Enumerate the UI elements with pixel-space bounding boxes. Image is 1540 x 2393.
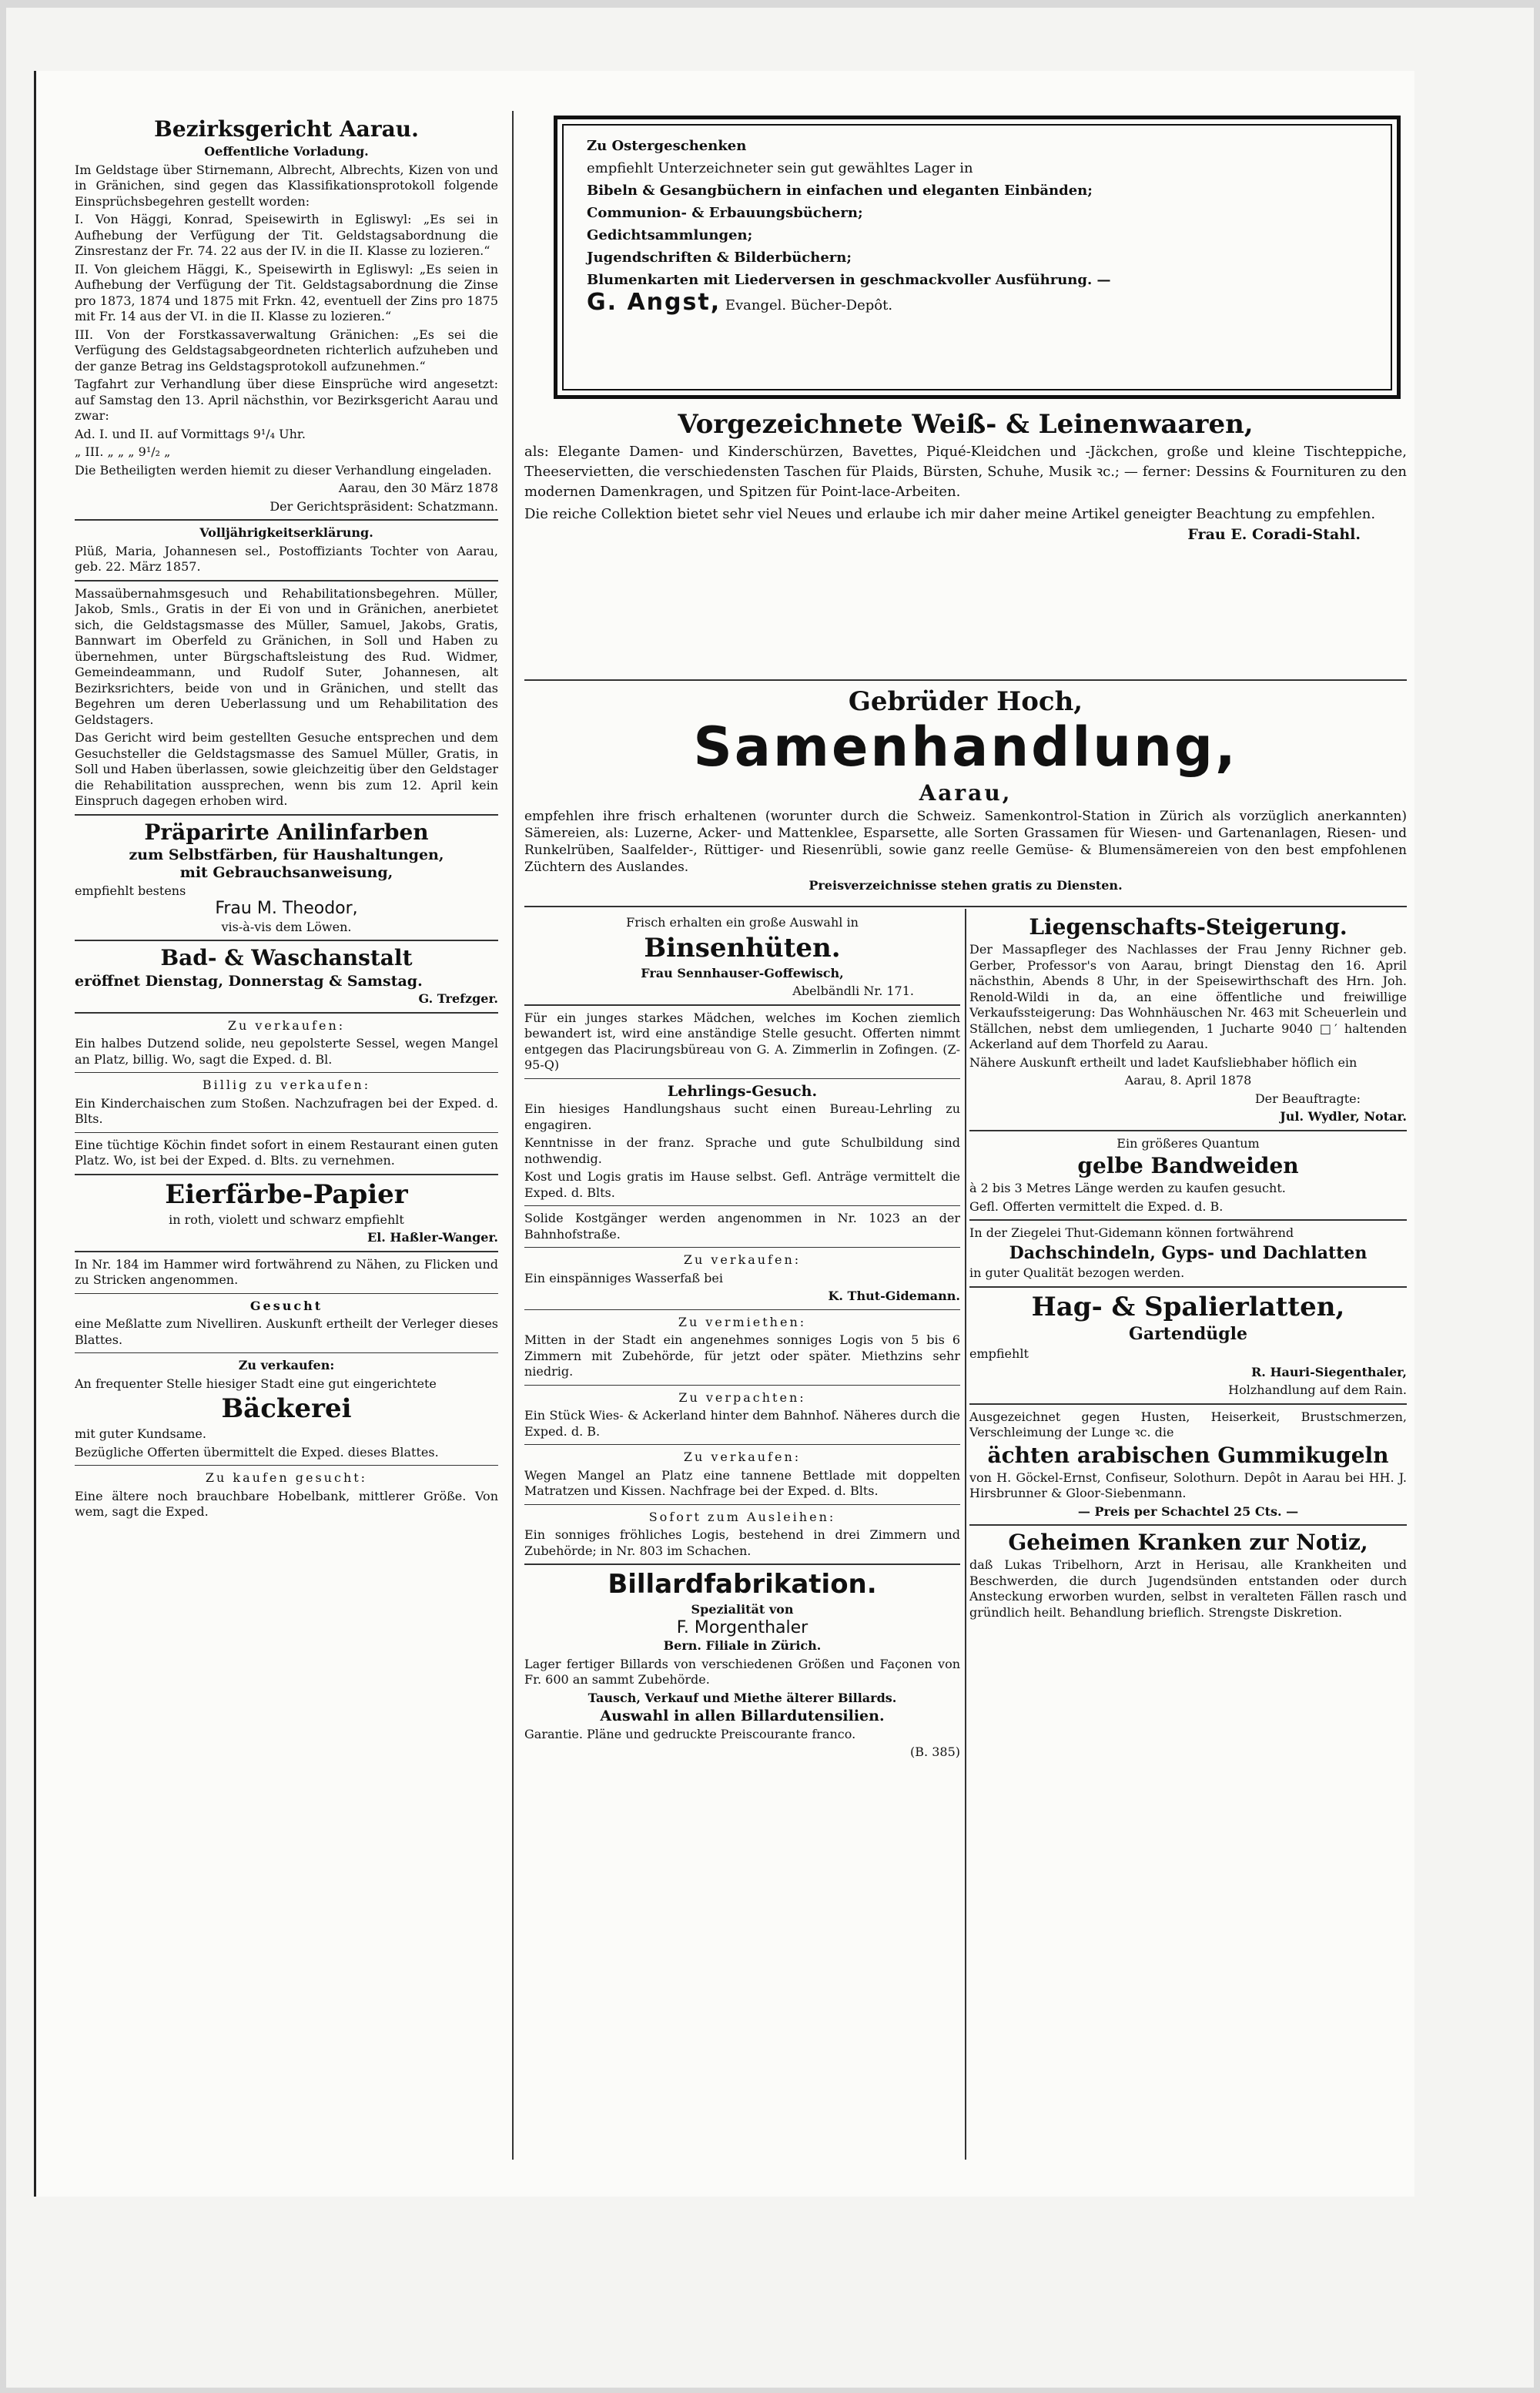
geheim-text: daß Lukas Tribelhorn, Arzt in Herisau, alle Krankheiten und Beschwerden, die durch Jugendsünden entstanden oder durch Ansteckung erworben wurden, selbst in veralteten Fällen rasch und gründlich heilt. Behandlung brieflich. Strengste Diskretion. — [969, 1557, 1407, 1620]
ziegel-title: Dachschindeln, Gyps- und Dachlatten — [1009, 1242, 1368, 1263]
lieg-signature: Jul. Wydler, Notar. — [1280, 1109, 1407, 1124]
koechin-text: Eine tüchtige Köchin findet sofort in einem Restaurant einen guten Platz. Wo, ist bei der Exped. d. Blts. zu vernehmen. — [75, 1137, 498, 1168]
box-line: Blumenkarten mit Liederversen in geschmackvoller Ausführung. — — [587, 272, 1111, 288]
binsen-title: Binsenhüten. — [644, 932, 841, 964]
hag-title: Hag- & Spalierlatten, — [1031, 1291, 1345, 1322]
band-line: Ein größeres Quantum — [1116, 1135, 1260, 1151]
bezirk-date: Aarau, den 30 März 1878 — [338, 481, 498, 496]
ostergeschenke-ad — [554, 116, 1401, 399]
anilin-line: zum Selbstfärben, für Haushaltungen, — [129, 846, 444, 863]
binsen-address: Abelbändli Nr. 171. — [792, 984, 914, 999]
left-column — [75, 117, 498, 2158]
gummi-title: ächten arabischen Gummikugeln — [987, 1442, 1389, 1468]
box-signature: G. Angst, — [587, 289, 721, 316]
zvp-heading: Zu verpachten: — [678, 1389, 806, 1405]
billard-text: Tausch, Verkauf und Miethe älterer Billards. — [588, 1690, 897, 1705]
anilin-name: Frau M. Theodor, — [215, 899, 358, 919]
newspaper-page — [34, 71, 1414, 2197]
billard-code: (B. 385) — [910, 1744, 960, 1760]
zv3-text: mit guter Kundsame. — [75, 1426, 206, 1442]
hoch-price-note: Preisverzeichnisse stehen gratis zu Diensten. — [808, 877, 1123, 893]
bezirk-text: II. Von gleichem Häggi, K., Speisewirth in Egliswyl: „Es seien in Aufhebung der Verfügung der Tit. Geldstagsabordnung die Zinse pro 1873, 1874 und 1875 mit Frkn. 42, eventuell der Zins pro 1875 mit Fr. 14 aus der VI. in die II. Klasse zu lozieren.“ — [75, 261, 498, 324]
billard-text: Auswahl in allen Billardutensilien. — [600, 1708, 885, 1725]
eier-title: Eierfärbe-Papier — [165, 1178, 408, 1210]
eier-signature: El. Haßler-Wanger. — [367, 1230, 498, 1245]
lieg-text: Der Massapfleger des Nachlasses der Frau Jenny Richner geb. Gerber, Professor's von Aarau, bringt Dienstag den 16. April nächsthin, Abends 8 Uhr, in der Speisewirthschaft des Hrn. Joh. Renold-Wildi in da, an eine öffentliche und freiwillige Verkaufssteigerung: Das Wohnhäuschen Nr. 463 mit Scheuerlein und Ställchen, nebst dem umliegenden, 1 Jucharte 9040 □′ haltenden Ackerland auf dem Thorfeld zu Aarau. — [969, 942, 1407, 1052]
hoch-title: Gebrüder Hoch, — [848, 687, 1083, 717]
anilin-address: vis-à-vis dem Löwen. — [221, 919, 352, 934]
binsen-signature: Frau Sennhauser-Goffewisch, — [641, 965, 844, 980]
ziegel-line: In der Ziegelei Thut-Gidemann können fortwährend — [969, 1225, 1294, 1241]
anilin-line: empfiehlt bestens — [75, 883, 186, 898]
bezirk-title: Bezirksgericht Aarau. — [154, 117, 419, 142]
bezirk-text: Tagfahrt zur Verhandlung über diese Einsprüche wird angesetzt: auf Samstag den 13. April nächsthin, vor Bezirksgericht Aarau und zwar: — [75, 377, 498, 424]
samenhandlung-title: Samenhandlung, — [693, 716, 1238, 779]
hag-signature: R. Hauri-Siegenthaler, — [1251, 1364, 1407, 1379]
gummi-price: — Preis per Schachtel 25 Cts. — — [1077, 1503, 1299, 1519]
bezirk-subtitle: Oeffentliche Vorladung. — [204, 144, 369, 159]
zkg-text: Eine ältere noch brauchbare Hobelbank, mittlerer Größe. Von wem, sagt die Exped. — [75, 1488, 498, 1520]
samenhandlung-ad — [524, 687, 1407, 903]
lehr-title: Lehrlings-Gesuch. — [667, 1082, 818, 1100]
paper-sheet — [6, 8, 1534, 2388]
zvm-text: Mitten in der Stadt ein angenehmes sonniges Logis von 5 bis 6 Zimmern mit Zubehörde, für jetzt oder später. Miethzins sehr niedrig. — [524, 1332, 960, 1379]
billard-name: F. Morgenthaler — [676, 1617, 808, 1637]
weiss-title: Vorgezeichnete Weiß- & Leinenwaaren, — [678, 410, 1254, 440]
weiss-text: Die reiche Collektion bietet sehr viel Neues und erlaube ich mir daher meine Artikel geneigter Beachtung zu empfehlen. — [524, 506, 1376, 523]
middle-column — [524, 915, 960, 2158]
box-title: Zu Ostergeschenken — [587, 138, 747, 154]
anilin-line: mit Gebrauchsanweisung, — [179, 864, 393, 882]
lieg-date: Aarau, 8. April 1878 — [1124, 1073, 1252, 1088]
zv2-text: Ein Kinderchaischen zum Stoßen. Nachzufragen bei der Exped. d. Blts. — [75, 1095, 498, 1127]
lieg-text: Nähere Auskunft ertheilt und ladet Kaufsliebhaber höflich ein — [969, 1054, 1358, 1070]
binsen-line: Frisch erhalten ein große Auswahl in — [626, 915, 859, 930]
bezirk-text: Die Betheiligten werden hiemit zu dieser Verhandlung eingeladen. — [75, 462, 492, 478]
weiss-text: als: Elegante Damen- und Kinderschürzen, Bavettes, Piqué-Kleidchen und -Jäckchen, große und kleine Tischteppiche, Theeservietten, die verschiedensten Taschen für Plaids, Bürsten, Schuhe, Musik ꝛc.; — ferner: Dessins & Fournituren zu den modernen Damenkragen, und Spitzen für Point-lace-Arbeiten. — [524, 444, 1407, 501]
zvp-text: Ein Stück Wies- & Ackerland hinter dem Bahnhof. Näheres durch die Exped. d. B. — [524, 1408, 960, 1439]
geheim-title: Geheimen Kranken zur Notiz, — [1008, 1530, 1368, 1556]
zvk-heading: Zu verkaufen: — [683, 1450, 802, 1465]
zv3-heading: Zu verkaufen: — [238, 1358, 335, 1373]
zv1-text: Ein halbes Dutzend solide, neu gepolsterte Sessel, wegen Mangel an Platz, billig. Wo, sagt die Exped. d. Bl. — [75, 1036, 498, 1067]
eier-line: in roth, violett und schwarz empfiehlt — [169, 1212, 404, 1227]
lehr-text: Ein hiesiges Handlungshaus sucht einen Bureau-Lehrling zu engagiren. — [524, 1101, 960, 1132]
lieg-role: Der Beauftragte: — [1254, 1091, 1361, 1106]
zv3-text: Bezügliche Offerten übermittelt die Exped. dieses Blattes. — [75, 1444, 439, 1460]
hammer-text: In Nr. 184 im Hammer wird fortwährend zu Nähen, zu Flicken und zu Stricken angenommen. — [75, 1256, 498, 1288]
massa-text: Massaübernahmsgesuch und Rehabilitationsbegehren. Müller, Jakob, Smls., Gratis in der Ei von und in Gränichen, anerbietet sich, die Geldstagsmasse des Müller, Samuel, Jakobs, Gratis, Bannwart im Oberfeld zu Gränichen, in Soll und Haben zu übernehmen, unter Bürgschaftsleistung des Rud. Widmer, Gemeindeammann, und Rudolf Suter, Johannesen, alt Bezirksrichters, beide von und in Gränichen, und stellt das Begehren um deren Ueberlassung und um Rehabilitation des Geldstagers. — [75, 585, 498, 727]
box-line: empfiehlt Unterzeichneter sein gut gewähltes Lager in — [587, 160, 973, 176]
lehr-text: Kost und Logis gratis im Hause selbst. Gefl. Anträge vermittelt die Exped. d. Blts. — [524, 1169, 960, 1200]
band-title: gelbe Bandweiden — [1077, 1153, 1299, 1179]
lehr-text: Kenntnisse in der franz. Sprache und gute Schulbildung sind nothwendig. — [524, 1135, 960, 1166]
bezirk-signature: Der Gerichtspräsident: Schatzmann. — [270, 498, 498, 514]
zvm-heading: Zu vermiethen: — [678, 1314, 807, 1329]
weisswaaren-ad — [524, 410, 1407, 673]
box-line: Jugendschriften & Bilderbüchern; — [587, 250, 852, 266]
zv-heading: Zu verkaufen: — [683, 1252, 802, 1268]
box-line: Gedichtsammlungen; — [587, 227, 753, 243]
hag-line: empfiehlt — [969, 1346, 1029, 1362]
zv3-text: An frequenter Stelle hiesiger Stadt eine gut eingerichtete — [75, 1376, 437, 1391]
band-text: à 2 bis 3 Metres Länge werden zu kaufen gesucht. — [969, 1181, 1286, 1196]
hoch-city: Aarau, — [919, 779, 1013, 806]
bad-title: Bad- & Waschanstalt — [160, 945, 413, 971]
bad-signature: G. Trefzger. — [418, 991, 498, 1007]
gummi-text: von H. Göckel-Ernst, Confiseur, Solothurn. Depôt in Aarau bei HH. J. Hirsbrunner & Gloor-Siebenmann. — [969, 1470, 1407, 1501]
bezirk-text: „ III. „ „ „ 9¹/₂ „ — [75, 444, 171, 460]
sofort-heading: Sofort zum Ausleihen: — [648, 1509, 836, 1524]
baeckerei-title: Bäckerei — [221, 1393, 352, 1425]
billard-title: Billardfabrikation. — [608, 1569, 877, 1600]
bezirk-text: Ad. I. und II. auf Vormittags 9¹/₄ Uhr. — [75, 426, 306, 441]
massa-text: Das Gericht wird beim gestellten Gesuche entsprechen und dem Gesuchsteller die Geldstagsmasse des Samuel Müller, Gratis, in Soll und Haben überlassen, sowie gleichzeitig über den Geldstager die Rehabilitation aussprechen, wenn bis zum 12. April kein Einspruch dagegen erhoben wird. — [75, 730, 498, 809]
zv-text: Ein einspänniges Wasserfaß bei — [524, 1270, 723, 1285]
box-line: Communion- & Erbauungsbüchern; — [587, 205, 863, 221]
bezirk-text: Im Geldstage über Stirnemann, Albrecht, Albrechts, Kizen von und in Gränichen, sind gegen das Klassifikationsprotokoll folgende Einsprüchsbegehren gestellt worden: — [75, 162, 498, 209]
sofort-text: Ein sonniges fröhliches Logis, bestehend in drei Zimmern und Zubehörde; in Nr. 803 im Schachen. — [524, 1527, 960, 1558]
bad-text: eröffnet Dienstag, Donnerstag & Samstag. — [75, 972, 423, 990]
gesucht-text: eine Meßlatte zum Nivelliren. Auskunft ertheilt der Verleger dieses Blattes. — [75, 1316, 498, 1347]
anilin-title: Präparirte Anilinfarben — [144, 819, 429, 845]
zv1-heading: Zu verkaufen: — [227, 1017, 346, 1033]
box-line: Bibeln & Gesangbüchern in einfachen und eleganten Einbänden; — [587, 183, 1093, 199]
zkg-heading: Zu kaufen gesucht: — [205, 1470, 368, 1486]
column-rule-left — [512, 111, 514, 2160]
kost-text: Solide Kostgänger werden angenommen in Nr. 1023 an der Bahnhofstraße. — [524, 1211, 960, 1242]
billard-text: Lager fertiger Billards von verschiedenen Größen und Façonen von Fr. 600 an sammt Zubehörde. — [524, 1656, 960, 1688]
hag-subtitle: Gartendügle — [1129, 1323, 1247, 1344]
bezirk-text: III. Von der Forstkassaverwaltung Gränichen: „Es sei die Verfügung des Geldstagsabgeordneten richterlich aufzuheben und der ganze Betrag ins Geldstagsprotokoll aufzunehmen.“ — [75, 327, 498, 374]
band-text: Gefl. Offerten vermittelt die Exped. d. B. — [969, 1198, 1224, 1214]
voll-title: Volljährigkeitserklärung. — [199, 525, 373, 541]
voll-text: Plüß, Maria, Johannesen sel., Postoffiziants Tochter von Aarau, geb. 22. März 1857. — [75, 543, 498, 575]
billard-text: Garantie. Pläne und gedruckte Preiscourante franco. — [524, 1726, 856, 1741]
gesucht-heading: Gesucht — [249, 1298, 323, 1313]
bezirk-text: I. Von Häggi, Konrad, Speisewirth in Egliswyl: „Es sei in Aufhebung der Verfügung der Tit. Geldstagsabordnung die Zinsrestanz der Fr. 74. 22 aus der IV. in die II. Klasse zu lozieren.“ — [75, 212, 498, 259]
zvk-text: Wegen Mangel an Platz eine tannene Bettlade mit doppelten Matratzen und Kissen. Nachfrage bei der Exped. d. Blts. — [524, 1467, 960, 1499]
gummi-text: Ausgezeichnet gegen Husten, Heiserkeit, Brustschmerzen, Verschleimung der Lunge ꝛc. die — [969, 1409, 1407, 1440]
right-column — [969, 915, 1407, 2158]
zv2-heading: Billig zu verkaufen: — [202, 1078, 371, 1093]
maedchen-text: Für ein junges starkes Mädchen, welches im Kochen ziemlich bewandert ist, wird eine anständige Stelle gesucht. Offerten nimmt entgegen das Placirungsbüreau von G. A. Zimmerlin in Zofingen. (Z-95-Q) — [524, 1010, 960, 1073]
box-signature-sub: Evangel. Bücher-Depôt. — [725, 297, 893, 313]
zv-signature: K. Thut-Gidemann. — [828, 1289, 960, 1304]
ziegel-line: in guter Qualität bezogen werden. — [969, 1265, 1185, 1281]
lieg-title: Liegenschafts-Steigerung. — [1029, 915, 1348, 940]
weiss-signature: Frau E. Coradi-Stahl. — [1187, 526, 1361, 544]
billard-line: Spezialität von — [691, 1602, 794, 1617]
hoch-text: empfehlen ihre frisch erhaltenen (worunter durch die Schweiz. Samenkontrol-Station in Zürich als vorzüglich anerkannten) Sämereien, als: Luzerne, Acker- und Mattenklee, Esparsette, alle Sorten Grassamen für Wiesen- und Gartenanlagen, Riesen- und Runkelrüben, Saalfelder-, Rüttiger- und Riesenrübli, sowie ganz reelle Gemüse- & Blumensämereien von den best empfohlenen Züchtern des Auslandes. — [524, 808, 1407, 875]
hag-address: Holzhandlung auf dem Rain. — [1228, 1383, 1407, 1398]
billard-line: Bern. Filiale in Zürich. — [663, 1638, 822, 1654]
column-rule-right — [965, 909, 966, 2160]
